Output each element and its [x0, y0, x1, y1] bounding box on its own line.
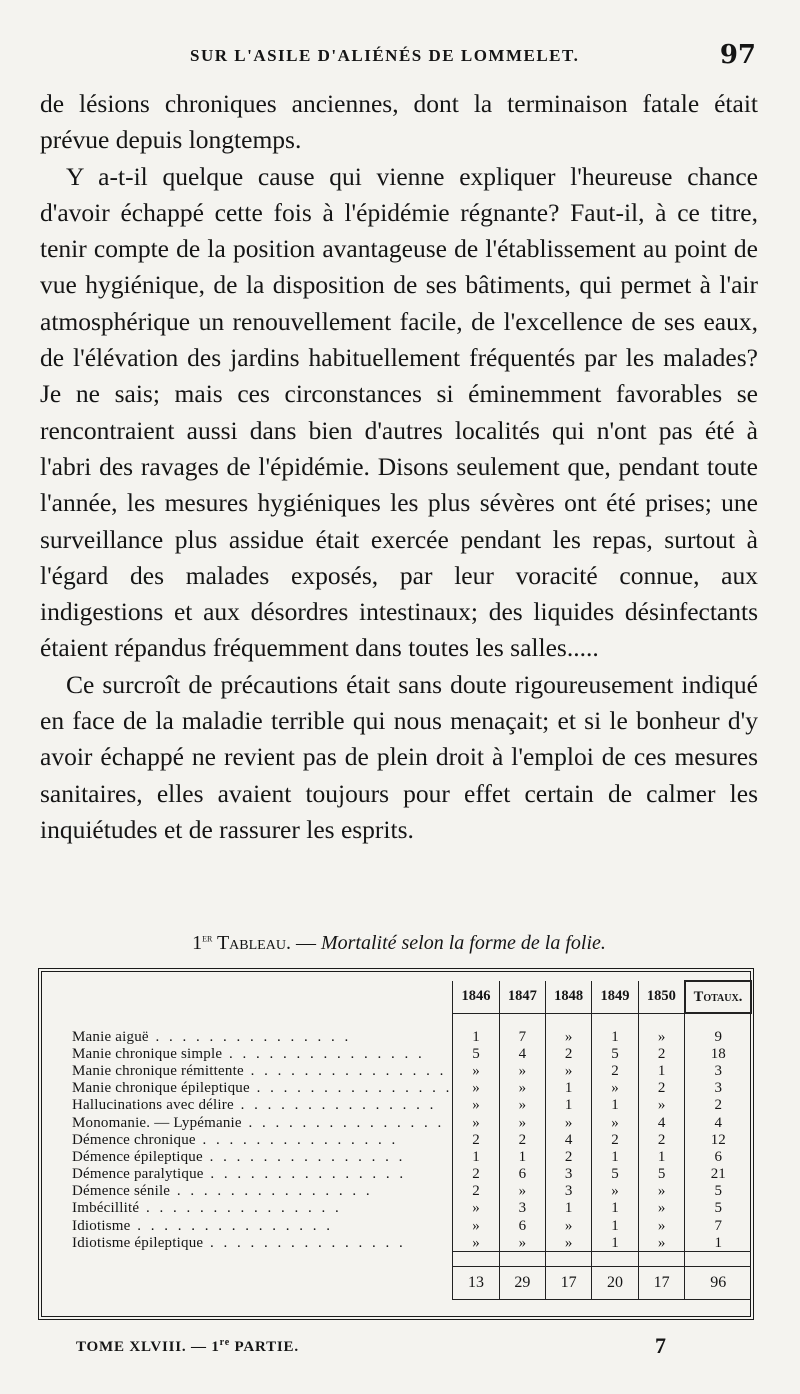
value-cell: 4 — [499, 1045, 545, 1062]
column-header: 1848 — [546, 981, 592, 1013]
value-cell: 2 — [546, 1045, 592, 1062]
sum-cell: 29 — [499, 1267, 545, 1300]
value-cell: 2 — [499, 1131, 545, 1148]
value-cell: » — [453, 1234, 499, 1252]
value-cell: 4 — [638, 1114, 685, 1131]
value-cell: 5 — [592, 1166, 638, 1183]
total-cell: 3 — [685, 1080, 751, 1097]
rule-row — [52, 1013, 751, 1028]
value-cell: » — [592, 1183, 638, 1200]
value-cell: 7 — [499, 1028, 545, 1045]
value-cell: » — [546, 1062, 592, 1079]
row-label: Démence chronique . . . . . . . . . . . . . . . — [72, 1131, 399, 1148]
row-label: Manie chronique simple . . . . . . . . . . . . . . . — [72, 1045, 425, 1062]
value-cell: 3 — [499, 1200, 545, 1217]
totals-row — [52, 1267, 751, 1300]
caption-dash: — — [295, 932, 316, 954]
page-footer — [76, 1333, 666, 1363]
total-cell: 18 — [685, 1045, 751, 1062]
table-row — [52, 1166, 751, 1183]
row-label: Idiotisme épileptique . . . . . . . . . . . . . . . — [72, 1235, 406, 1252]
value-cell: » — [453, 1080, 499, 1097]
value-cell: 6 — [499, 1166, 545, 1183]
value-cell: » — [546, 1114, 592, 1131]
caption-title: Mortalité selon la forme de la folie. — [320, 932, 606, 954]
value-cell: » — [453, 1062, 499, 1079]
body-text — [40, 86, 758, 848]
value-cell: 2 — [592, 1131, 638, 1148]
value-cell: 2 — [453, 1131, 499, 1148]
running-head — [40, 40, 760, 80]
value-cell: » — [499, 1097, 545, 1114]
value-cell: 1 — [592, 1234, 638, 1252]
table-row — [52, 1200, 751, 1217]
value-cell: » — [453, 1217, 499, 1234]
value-cell: » — [638, 1217, 685, 1234]
value-cell: 3 — [546, 1166, 592, 1183]
table-body — [52, 1013, 751, 1300]
value-cell: » — [453, 1200, 499, 1217]
row-label: Démence épileptique . . . . . . . . . . . . . . . — [72, 1148, 406, 1165]
row-label: Manie chronique épileptique . . . . . . . . . . . . . . . — [72, 1080, 453, 1097]
value-cell: 1 — [592, 1217, 638, 1234]
table-row — [52, 1217, 751, 1234]
row-label: Imbécillité . . . . . . . . . . . . . . . — [72, 1200, 342, 1217]
table-header-row — [52, 981, 751, 1013]
row-label: Monomanie. — Lypémanie . . . . . . . . . . . . . . . — [72, 1114, 445, 1131]
rule-row — [52, 1252, 751, 1267]
total-cell: 7 — [685, 1217, 751, 1234]
sum-cell: 20 — [592, 1267, 638, 1300]
value-cell: » — [499, 1080, 545, 1097]
running-title: SUR L'ASILE D'ALIÉNÉS DE LOMMELET. — [190, 46, 580, 65]
value-cell: 1 — [453, 1148, 499, 1165]
value-cell: 2 — [638, 1045, 685, 1062]
value-cell: 1 — [499, 1148, 545, 1165]
sum-cell: 17 — [638, 1267, 685, 1300]
signature-mark: 7 — [655, 1333, 666, 1358]
value-cell: 1 — [638, 1062, 685, 1079]
total-cell: 21 — [685, 1166, 751, 1183]
row-label: Démence paralytique . . . . . . . . . . . . . . . — [72, 1166, 407, 1183]
sum-cell: 96 — [685, 1267, 751, 1300]
value-cell: 1 — [592, 1097, 638, 1114]
value-cell: 2 — [453, 1166, 499, 1183]
total-cell: 1 — [685, 1234, 751, 1252]
value-cell: » — [453, 1097, 499, 1114]
page-number: 97 — [719, 40, 756, 70]
table-row — [52, 1148, 751, 1165]
value-cell: » — [638, 1097, 685, 1114]
table-row — [52, 1183, 751, 1200]
value-cell: 4 — [546, 1131, 592, 1148]
table-row — [52, 1131, 751, 1148]
value-cell: 2 — [453, 1183, 499, 1200]
value-cell: 1 — [546, 1200, 592, 1217]
value-cell: 1 — [592, 1200, 638, 1217]
volume-line: TOME XLVIII. — 1re PARTIE. — [76, 1337, 299, 1355]
value-cell: 2 — [638, 1131, 685, 1148]
total-cell: 4 — [685, 1114, 751, 1131]
sum-cell: 13 — [453, 1267, 499, 1300]
value-cell: » — [592, 1114, 638, 1131]
total-cell: 6 — [685, 1148, 751, 1165]
value-cell: » — [499, 1183, 545, 1200]
value-cell: 3 — [546, 1183, 592, 1200]
table-row — [52, 1062, 751, 1079]
value-cell: » — [638, 1028, 685, 1045]
table-row — [52, 1234, 751, 1252]
value-cell: » — [499, 1062, 545, 1079]
paragraph-1: de lésions chroniques anciennes, dont la terminaison fatale était prévue depuis longtemps. — [40, 89, 758, 155]
table-caption — [40, 932, 758, 955]
value-cell: 5 — [638, 1166, 685, 1183]
totals-blank — [52, 1267, 453, 1300]
total-cell: 2 — [685, 1097, 751, 1114]
value-cell: 1 — [546, 1080, 592, 1097]
column-header-totals: Totaux. — [685, 981, 751, 1013]
total-cell: 12 — [685, 1131, 751, 1148]
value-cell: » — [638, 1200, 685, 1217]
value-cell: » — [546, 1234, 592, 1252]
value-cell: » — [638, 1183, 685, 1200]
column-header: 1846 — [453, 981, 499, 1013]
value-cell: » — [546, 1028, 592, 1045]
table-row — [52, 1045, 751, 1062]
value-cell: 1 — [638, 1148, 685, 1165]
value-cell: 1 — [546, 1097, 592, 1114]
header-blank — [52, 981, 453, 1013]
row-label: Idiotisme . . . . . . . . . . . . . . . — [72, 1217, 333, 1234]
mortality-table — [52, 980, 752, 1300]
table-row — [52, 1028, 751, 1045]
total-cell: 9 — [685, 1028, 751, 1045]
value-cell: 1 — [592, 1148, 638, 1165]
value-cell: 5 — [592, 1045, 638, 1062]
value-cell: 2 — [546, 1148, 592, 1165]
value-cell: » — [546, 1217, 592, 1234]
value-cell: 6 — [499, 1217, 545, 1234]
value-cell: 2 — [592, 1062, 638, 1079]
value-cell: » — [499, 1234, 545, 1252]
row-label: Manie chronique rémittente . . . . . . . . . . . . . . . — [72, 1062, 447, 1079]
value-cell: » — [453, 1114, 499, 1131]
column-header: 1849 — [592, 981, 638, 1013]
column-header: 1847 — [499, 981, 545, 1013]
value-cell: 5 — [453, 1045, 499, 1062]
total-cell: 5 — [685, 1183, 751, 1200]
column-header: 1850 — [638, 981, 685, 1013]
table-row — [52, 1114, 751, 1131]
paragraph-2: Y a-t-il quelque cause qui vienne expliquer l'heureuse chance d'avoir échappé cette fois à l'épidémie régnante? Faut-il, à ce titre, tenir compte de la position avantageuse de l'établissement au point de vue hygiénique, de la disposition de ses bâtiments, qui permet à l'air atmosphérique un renouvellement facile, de l'excellence de ses eaux, de l'élévation des jardins habituellement fréquentés par les malades? Je ne sais; mais ces circonstances si éminemment favorables se rencontraient aussi dans bien d'autres localités qui n'ont pas été à l'abri des ravages de l'épidémie. Disons seulement que, pendant toute l'année, les mesures hygiéniques les plus sévères ont été prises; une surveillance plus assidue était exercée pendant les repas, surtout à l'égard des malades exposés, par leur voracité connue, aux indigestions et aux désordres intestinaux; des liquides désinfectants étaient répandus fréquemment dans toutes les salles..... — [40, 161, 758, 663]
row-label: Hallucinations avec délire . . . . . . . . . . . . . . . — [72, 1097, 437, 1114]
value-cell: 1 — [453, 1028, 499, 1045]
value-cell: » — [638, 1234, 685, 1252]
value-cell: » — [592, 1080, 638, 1097]
row-label: Manie aiguë . . . . . . . . . . . . . . . — [72, 1028, 352, 1045]
sum-cell: 17 — [546, 1267, 592, 1300]
total-cell: 5 — [685, 1200, 751, 1217]
table-row — [52, 1097, 751, 1114]
total-cell: 3 — [685, 1062, 751, 1079]
value-cell: 2 — [638, 1080, 685, 1097]
paragraph-3: Ce surcroît de précautions était sans doute rigoureusement indiqué en face de la maladie terrible qui nous menaçait; et si le bonheur d'y avoir échappé ne revient pas de plein droit à l'emploi de ces mesures sanitaires, elles avaient toujours pour effet certain de calmer les inquiétudes et de rassurer les esprits. — [40, 669, 758, 844]
mortality-table-frame — [38, 968, 754, 1320]
value-cell: 1 — [592, 1028, 638, 1045]
row-label: Démence sénile . . . . . . . . . . . . . . . — [72, 1183, 373, 1200]
value-cell: » — [499, 1114, 545, 1131]
table-row — [52, 1080, 751, 1097]
caption-lead: 1er Tableau. — [192, 932, 291, 954]
